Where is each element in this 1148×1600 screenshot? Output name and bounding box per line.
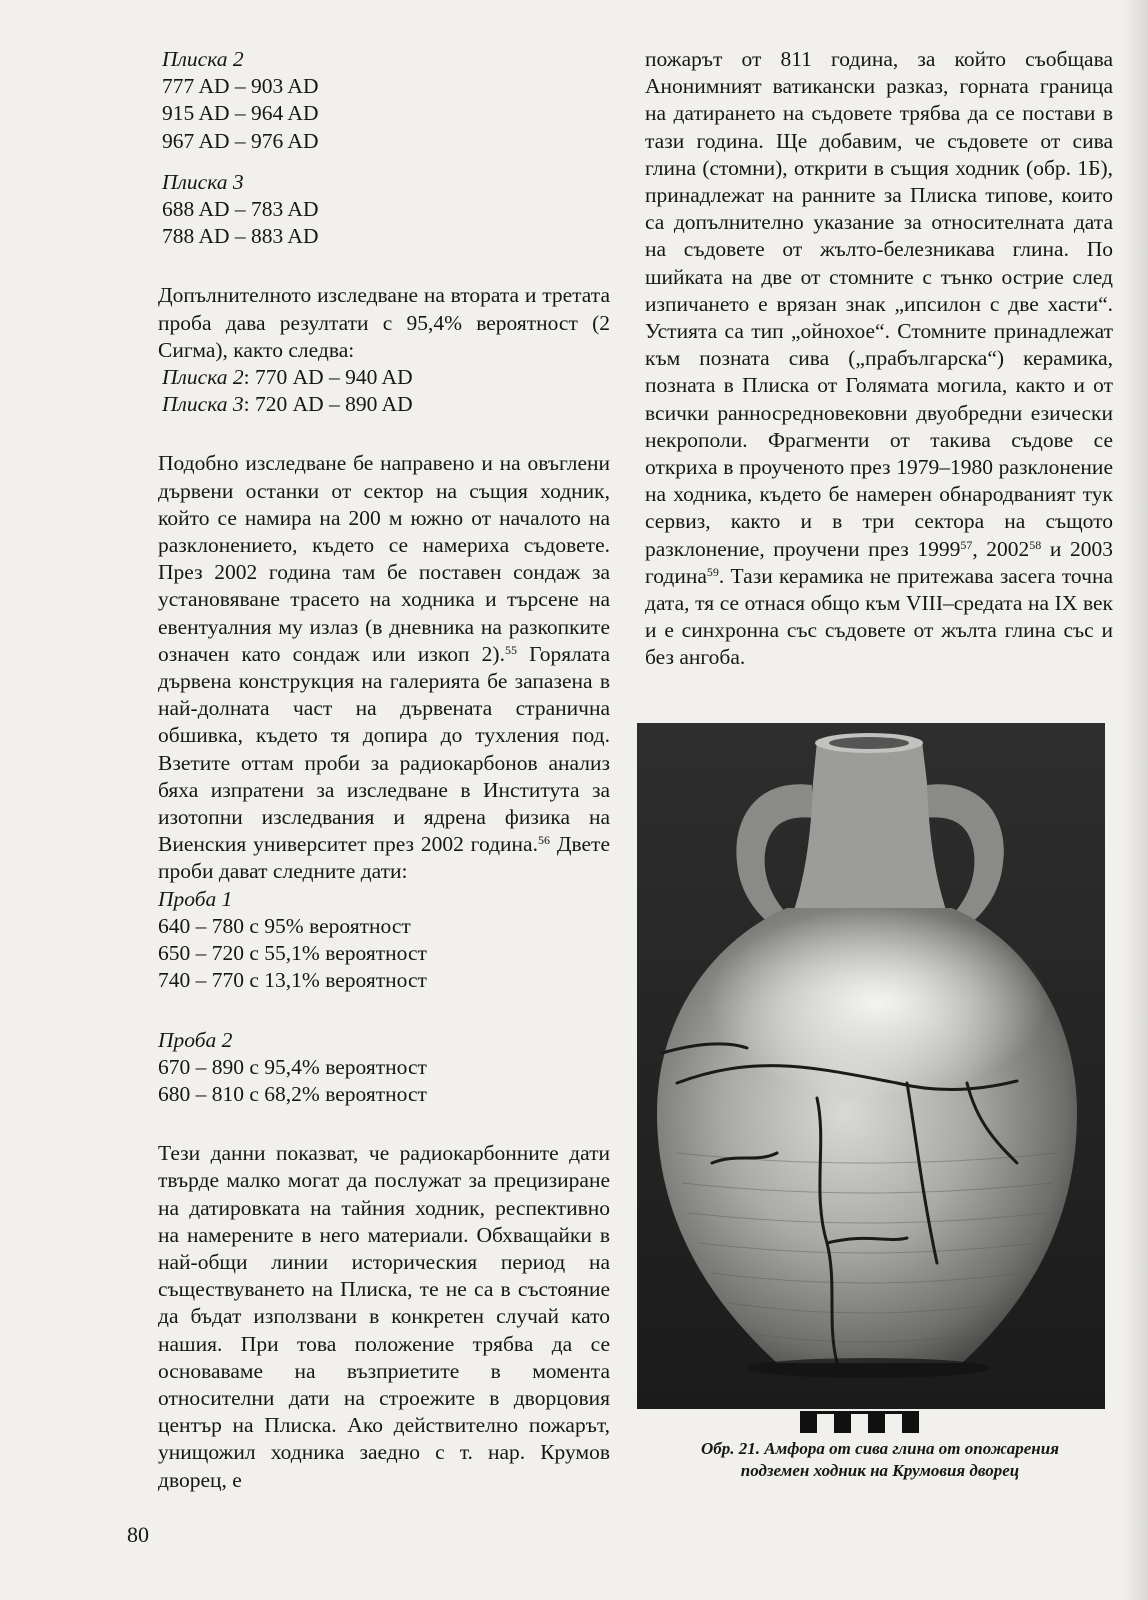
date-list-pliska3 (162, 169, 610, 251)
page-edge-shadow (1122, 0, 1148, 1600)
scale-segment (868, 1411, 885, 1433)
list-item: 915 AD – 964 AD (162, 101, 319, 126)
list-label: Плиска 3 (162, 392, 244, 417)
list-label: Плиска 3 (162, 169, 244, 194)
scale-segment (834, 1411, 851, 1433)
text-run: . Тази керамика не притежава засега точна дата, тя се отнася общо към VIII–средата на IX век и е синхронна със съдовете от жълта глина със и без ангоба. (645, 563, 1113, 670)
footnote-ref: 57 (960, 537, 973, 552)
list-item (162, 364, 610, 391)
figure-caption (660, 1438, 1100, 1482)
paragraph (158, 450, 610, 885)
text-run: Подобно изследване бе направено и на овъглени дървени останки от сектор на същия ходник, който се намира на 200 м южно от началото на разклонението, където се намериха съдовете. През 2002 година там бе поставен сондаж за установяване трасето на ходника и търсене на евентуалния му излаз (в дневника на разкопките означен като сондаж или изкоп 2). (158, 451, 610, 666)
amphora-illustration (637, 723, 1105, 1409)
list-label: Проба 1 (158, 886, 233, 911)
scale-bar (800, 1411, 919, 1433)
sample-list-2 (158, 1027, 610, 1109)
scale-segment (902, 1411, 919, 1433)
text-run: , 2002 (972, 536, 1030, 561)
list-item: 650 – 720 с 55,1% вероятност (158, 941, 427, 966)
list-value: : 720 AD – 890 AD (243, 392, 413, 417)
list-label: Плиска 2 (162, 365, 244, 390)
list-item (162, 391, 610, 418)
list-item: 670 – 890 с 95,4% вероятност (158, 1054, 427, 1079)
list-item: 777 AD – 903 AD (162, 74, 319, 99)
list-item: 680 – 810 с 68,2% вероятност (158, 1081, 427, 1106)
right-column (645, 46, 1113, 672)
list-label: Проба 2 (158, 1027, 233, 1052)
list-label: Плиска 2 (162, 47, 244, 71)
scale-segment (885, 1411, 902, 1433)
caption-line: подземен ходник на Крумовия дворец (740, 1461, 1020, 1480)
footnote-ref: 58 (1029, 537, 1042, 552)
left-column (158, 46, 610, 1494)
list-item: 740 – 770 с 13,1% вероятност (158, 968, 427, 993)
list-item: 640 – 780 с 95% вероятност (158, 913, 411, 938)
page-number: 80 (127, 1522, 149, 1547)
scale-segment (800, 1411, 817, 1433)
footnote-ref: 55 (504, 642, 517, 657)
date-list-pliska2 (162, 46, 610, 155)
paragraph (645, 46, 1113, 672)
text-run: пожарът от 811 година, за който съобщава Анонимният ватикански разказ, горната граница на датирането на съдовете трябва да се постави в тази година. Ще добавим, че съдовете от сива глина (стомни), открити в същия ходник (обр. 1Б), принадлежат на ранните за Плиска типове, които са допълнително указание за относителната дата на съдовете от жълто-белезникава глина. По шийката на две от стомните с тънко острие след изпичането е врязан знак „ипсилон с две хасти“. Устията са тип „ойнохое“. Стомните принадлежат към позната сива („прабългарска“) керамика, позната в Плиска от Голямата могила, както и от всички ранносредновековни двуобредни езически некрополи. Фрагменти от такива съдове се откриха в проученото през 1979–1980 разклонение на ходника, където бе намерен обнародваният тук сервиз, както и в три сектора на същото разклонение, проучени през 1999 (645, 47, 1113, 561)
text-run: Горялата дървена конструкция на галерията бе запазена в най-долната част на дървената странична обшивка, където тя допира до тухления под. Взетите оттам проби за радиокарбонов анализ бяха изпратени за изследване в Института за изотопни изследвания и ядрена физика на Виенския университет през 2002 година. (158, 641, 610, 857)
footnote-ref: 59 (706, 564, 719, 579)
sample-list-1 (158, 886, 610, 995)
list-value: : 770 AD – 940 AD (243, 365, 413, 390)
paragraph: Тези данни показват, че радиокарбонните дати твърде малко могат да послужат за прецизиране на датировката на тайния ходник, респективно на намерените в него материали. Обхващайки в най-общи линии историческия период на съществуването на Плиска, те не са в състояние да бъдат използвани в конкретен случай като нашия. При това положение трябва да се основаваме на възприетите в момента относителни дати на строежите в дворцовия център на Плиска. Ако действително пожарът, унищожил ходника заедно с т. нар. Крумов дворец, е (158, 1141, 610, 1492)
scale-segment (817, 1411, 834, 1433)
list-item: 788 AD – 883 AD (162, 224, 319, 249)
caption-line: Обр. 21. Амфора от сива глина от опожарения (701, 1439, 1059, 1458)
list-item: 967 AD – 976 AD (162, 128, 319, 153)
sigma-list (162, 364, 610, 418)
amphora-photo (637, 723, 1105, 1409)
paragraph: Допълнителното изследване на втората и третата проба дава резултати с 95,4% вероятност (2 Сигма), както следва: (158, 283, 610, 362)
text-run: и 2003 година (645, 536, 1113, 588)
list-item: 688 AD – 783 AD (162, 197, 319, 222)
footnote-ref: 56 (537, 833, 550, 848)
text-run: Двете проби дават следните дати: (158, 832, 610, 884)
scale-segment (851, 1411, 868, 1433)
